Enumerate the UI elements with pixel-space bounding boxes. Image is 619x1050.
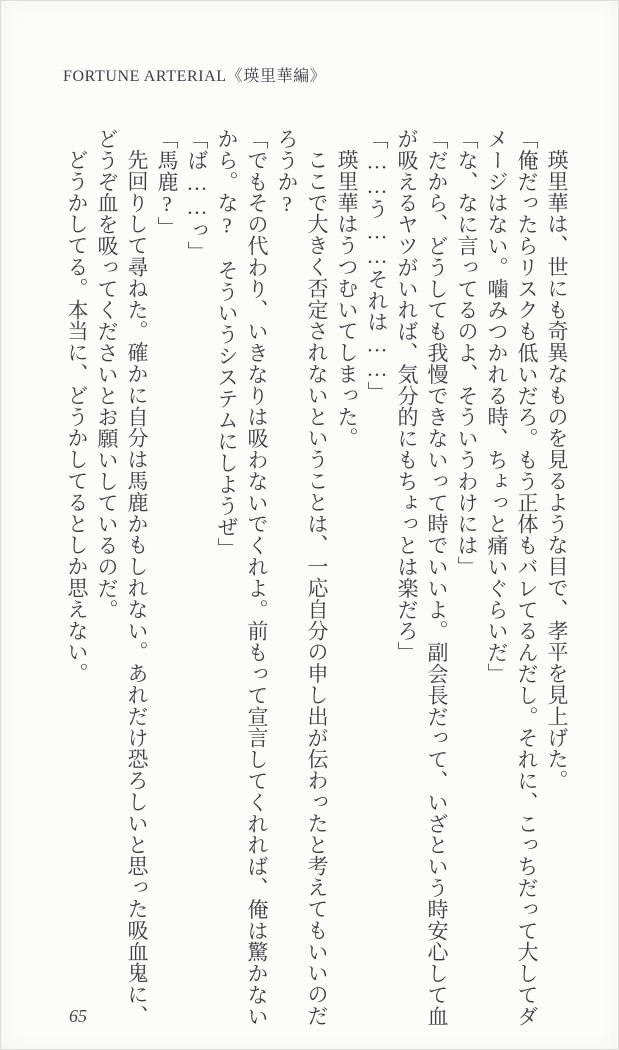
text-line: 「俺だったらリスクも低いだろ。もう正体もバレてるんだし。それに、こっちだって大してダ [515, 128, 539, 1027]
text-line: 瑛里華はうつむいてしまった。 [335, 149, 359, 449]
running-header: FORTUNE ARTERIAL《瑛里華編》 [63, 68, 327, 85]
text-line: 「だから、どうしても我慢できないって時でいいよ。副会長だって、いざという時安心して血 [425, 128, 449, 1027]
text-line: メージはない。噛みつかれる時、ちょっと痛いぐらいだ」 [485, 128, 509, 685]
text-line: 「……う……それは……」 [365, 128, 389, 403]
text-line: 先回りして尋ねた。確かに自分は馬鹿かもしれない。あれだけ恐ろしいと思った吸血鬼に、 [125, 149, 149, 1027]
text-line: 「な、なに言ってるのよ、そういうわけには」 [455, 128, 479, 578]
text-line: どうかしてる。本当に、どうかしてるとしか思えない。 [65, 149, 89, 684]
text-line: 「馬鹿?」 [155, 128, 179, 238]
text-line: が吸えるヤツがいれば、気分的にもちょっとは楽だろ」 [395, 128, 419, 663]
text-line: から。な? そういうシステムにしようぜ」 [215, 128, 239, 559]
text-line: 瑛里華は、世にも奇異なものを見るような目で、孝平を見上げた。 [545, 149, 569, 791]
text-line: どうぞ血を吸ってくださいとお願いしているのだ。 [95, 128, 119, 621]
text-line: ここで大きく否定されないということは、一応自分の申し出が伝わったと考えてもいいのだ [305, 149, 329, 1027]
text-line: ろうか? [275, 128, 299, 217]
page-number: 65 [69, 1006, 87, 1026]
text-line: 「でもその代わり、いきなりは吸わないでくれよ。前もって宣言してくれれば、俺は驚かない [245, 128, 269, 1027]
text-line: 「ば……っ」 [185, 128, 209, 263]
